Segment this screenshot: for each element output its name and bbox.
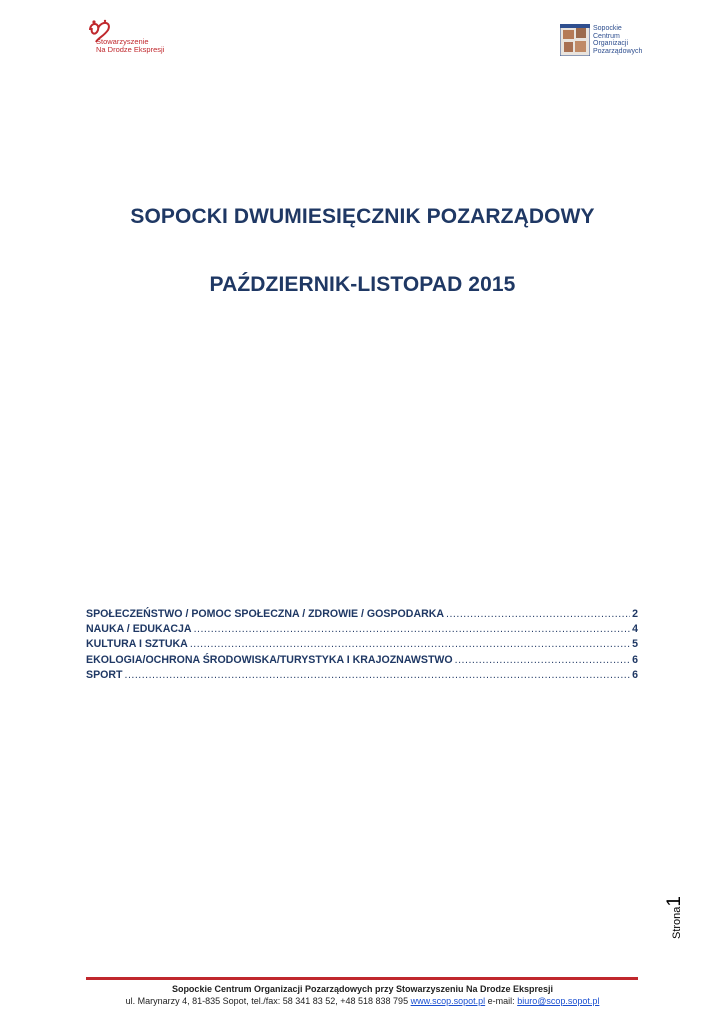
document-period: PAŹDZIERNIK-LISTOPAD 2015 [209,273,516,296]
toc-entry-page: 6 [632,653,638,666]
footer-address: ul. Marynarzy 4, 81-835 Sopot, tel./fax: 58 341 83 52, +48 518 838 795 [125,996,409,1006]
website-link[interactable]: www.scop.sopot.pl [410,996,486,1006]
page-marker-number: 1 [664,896,685,907]
toc-entry[interactable] [86,638,638,653]
toc-entry-page: 6 [632,668,638,681]
toc-entry-page: 5 [632,638,638,651]
toc-leader [190,638,630,650]
email-link[interactable]: biuro@scop.sopot.pl [517,996,600,1006]
table-of-contents [86,608,638,684]
toc-leader [125,669,631,681]
scop-logo-text: Sopockie Centrum Organizacji Pozarządowych [593,25,643,55]
document-title: SOPOCKI DWUMIESIĘCZNIK POZARZĄDOWY [130,205,595,228]
toc-leader [194,623,631,635]
toc-entry[interactable] [86,623,638,638]
toc-entry-page: 2 [632,608,638,620]
toc-entry[interactable] [86,608,638,623]
association-logo-text: Stowarzyszenie Na Drodze Ekspresji [96,37,165,54]
page-number-marker [664,885,704,939]
toc-entry[interactable] [86,654,638,669]
page-marker-word: Strona [671,906,683,939]
toc-leader [455,654,630,666]
toc-entry-label: SPOŁECZEŃSTWO / POMOC SPOŁECZNA / ZDROWIE / GOSPODARKA [86,608,445,620]
footer-contact [0,996,725,1006]
association-logo [86,18,166,60]
toc-entry-label: KULTURA I SZTUKA [86,638,188,651]
toc-entry-label: SPORT [86,668,123,681]
toc-entry[interactable] [86,669,638,684]
hands-puzzle-icon [560,24,590,56]
toc-leader [446,608,630,620]
toc-entry-label: EKOLOGIA/OCHRONA ŚRODOWISKA/TURYSTYKA I KRAJOZNAWSTWO [86,653,453,666]
toc-entry-label: NAUKA / EDUKACJA [86,623,192,636]
footer-organization: Sopockie Centrum Organizacji Pozarządowych przy Stowarzyszeniu Na Drodze Ekspresji [171,984,554,994]
scop-logo [560,24,643,58]
toc-entry-page: 4 [632,623,638,636]
email-label: e-mail: [487,996,515,1006]
footer-divider [86,977,638,980]
